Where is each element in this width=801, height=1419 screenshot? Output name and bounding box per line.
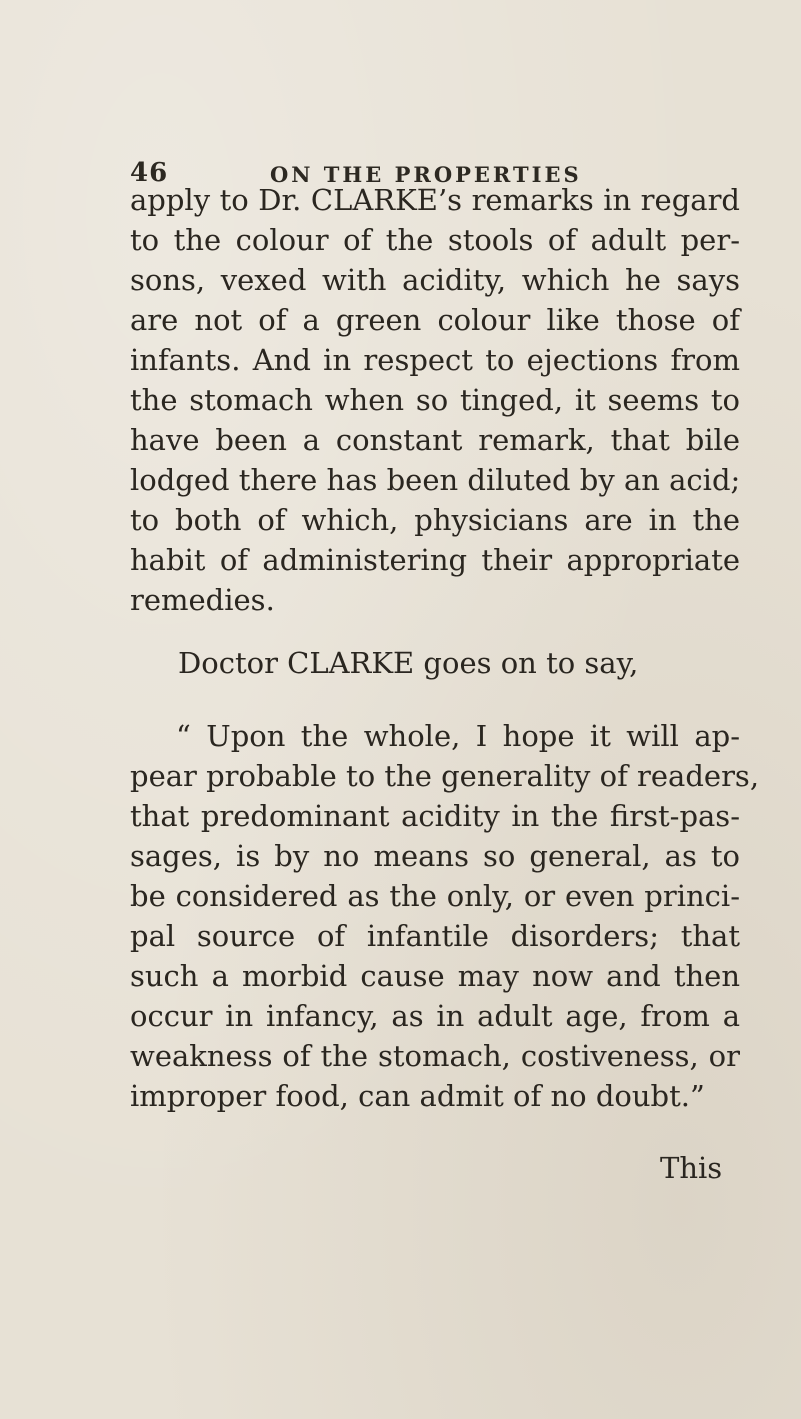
text-line: improper food, can admit of no doubt.” [130,1079,705,1113]
text-line: occur in infancy, as in adult age, from a [130,999,740,1033]
text-line: weakness of the stomach, costiveness, or [130,1039,740,1073]
text-line: lodged there has been diluted by an acid; [130,463,741,497]
text-line: are not of a green colour like those of [130,303,740,337]
text-line: have been a constant remark, that bile [130,423,740,457]
text-line: to the colour of the stools of adult per- [130,223,740,257]
text-line: be considered as the only, or even princi- [130,879,740,913]
page-number: 46 [130,158,169,188]
text-line: such a morbid cause may now and then [130,959,740,993]
text-line: infants. And in respect to ejections from [130,343,740,377]
text-line: pal source of infantile disorders; that [130,919,740,953]
text-line: pear probable to the generality of readers, [130,759,760,793]
catchword: This [660,1151,723,1185]
text-line: sons, vexed with acidity, which he says [130,263,740,297]
text-line: remedies. [130,583,275,617]
text-line: apply to Dr. CLARKE’s remarks in regard [130,183,740,217]
text-line: the stomach when so tinged, it seems to [130,383,740,417]
text-line: that predominant acidity in the first-pas- [130,799,740,833]
text-line: sages, is by no means so general, as to [130,839,740,873]
text-line: “ Upon the whole, I hope it will ap- [176,719,740,753]
text-line: Doctor CLARKE goes on to say, [178,646,639,680]
running-title: ON THE PROPERTIES [270,162,582,187]
text-line: habit of administering their appropriate [130,543,740,577]
text-line: to both of which, physicians are in the [130,503,740,537]
